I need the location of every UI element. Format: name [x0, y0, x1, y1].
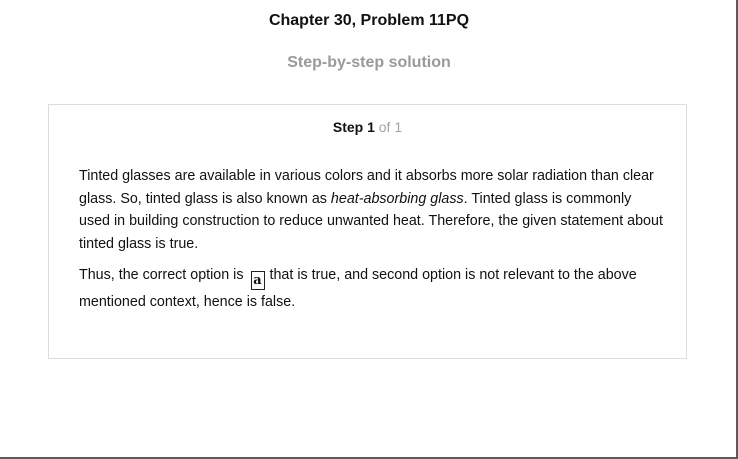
conclusion-paragraph	[79, 263, 663, 314]
option-a-box: a	[251, 271, 265, 290]
conclusion-text-end: that is true, and second option is not relevant to the above mentioned context, hence is false.	[79, 267, 637, 310]
explanation-text-start: Tinted glasses are available in various colors and it absorbs more solar radiation than clear glass. So, tinted glass is also known as	[79, 168, 654, 207]
step-count: of 1	[378, 119, 403, 135]
solution-subtitle: Step-by-step solution	[287, 54, 451, 71]
solution-step-card	[48, 104, 687, 359]
step-header	[49, 119, 686, 135]
page-title: Chapter 30, Problem 11PQ	[268, 12, 470, 29]
explanation-paragraph	[79, 165, 663, 255]
conclusion-text-start: Thus, the correct option is	[79, 267, 244, 283]
heat-absorbing-glass-term: heat-absorbing glass	[330, 190, 464, 207]
step-content	[79, 165, 663, 314]
explanation-text-end: . Tinted glass is commonly used in building construction to reduce unwanted heat. Therefore, the given statement about tinted glass is true.	[79, 190, 663, 252]
step-label: Step 1	[332, 119, 375, 135]
